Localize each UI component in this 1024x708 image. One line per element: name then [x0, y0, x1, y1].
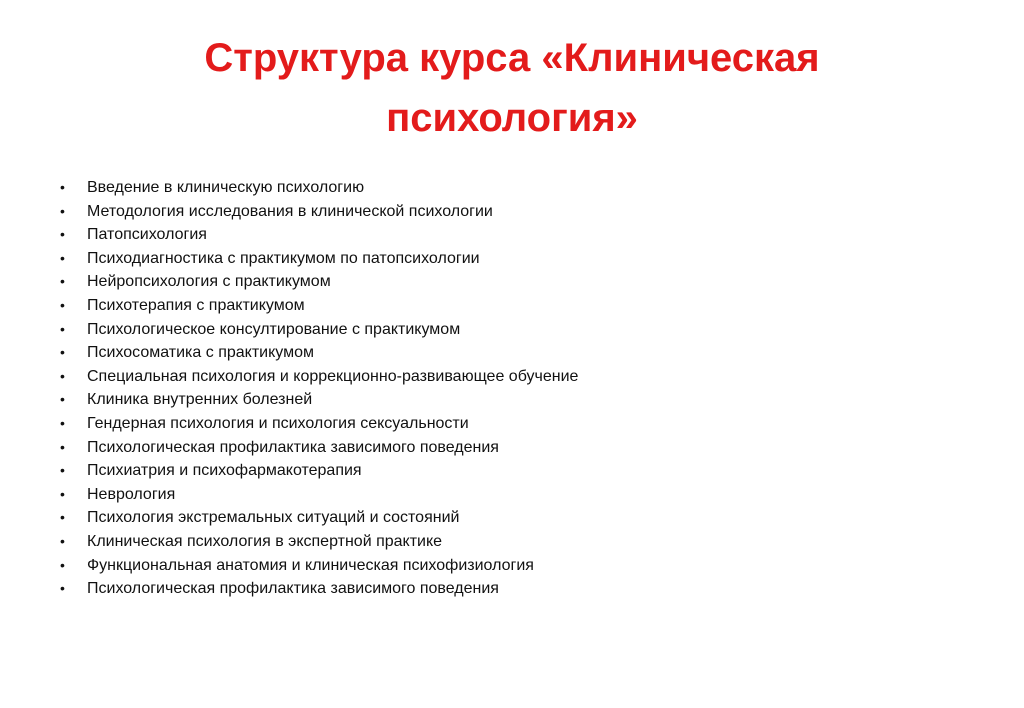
bullet-icon: •: [60, 509, 65, 526]
list-item-text: Функциональная анатомия и клиническая психофизиология: [87, 556, 534, 574]
bullet-icon: •: [60, 296, 65, 313]
bullet-icon: •: [60, 249, 65, 266]
list-item-text: Психиатрия и психофармакотерапия: [87, 462, 362, 480]
list-item: [60, 577, 578, 601]
list-item: [60, 176, 578, 200]
bullet-icon: •: [60, 438, 65, 455]
list-item-text: Клиника внутренних болезней: [87, 391, 313, 409]
bullet-icon: •: [60, 320, 65, 337]
list-item: [60, 247, 578, 271]
bullet-icon: •: [60, 532, 65, 549]
list-item-text: Психологическая профилактика зависимого поведения: [87, 580, 499, 598]
bullet-icon: •: [60, 414, 65, 431]
slide-title-line-2: психология»: [386, 96, 638, 140]
list-item-text: Гендерная психология и психология сексуальности: [87, 414, 469, 432]
list-item-text: Неврология: [87, 485, 176, 503]
course-topic-list: [60, 176, 578, 601]
bullet-icon: •: [60, 344, 65, 361]
bullet-icon: •: [60, 391, 65, 408]
list-item-text: Психологическая профилактика зависимого поведения: [87, 438, 499, 456]
list-item-text: Клиническая психология в экспертной практике: [87, 532, 443, 550]
list-item-text: Специальная психология и коррекционно-развивающее обучение: [87, 367, 579, 385]
list-item: [60, 530, 578, 554]
list-item: [60, 341, 578, 365]
list-item: [60, 459, 578, 483]
list-item: [60, 412, 578, 436]
list-item: [60, 436, 578, 460]
list-item-text: Психология экстремальных ситуаций и состояний: [87, 509, 460, 527]
list-item: [60, 365, 578, 389]
slide-title-line-1: Структура курса «Клиническая: [204, 36, 820, 80]
list-item-text: Нейропсихология с практикумом: [87, 273, 331, 291]
list-item: [60, 506, 578, 530]
bullet-icon: •: [60, 485, 65, 502]
bullet-icon: •: [60, 226, 65, 243]
list-item: [60, 200, 578, 224]
slide-title: [100, 28, 924, 148]
bullet-icon: •: [60, 580, 65, 597]
bullet-icon: •: [60, 556, 65, 573]
list-item: [60, 554, 578, 578]
list-item: [60, 483, 578, 507]
list-item-text: Введение в клиническую психологию: [87, 179, 365, 196]
list-item-text: Психотерапия с практикумом: [87, 296, 305, 314]
list-item-text: Психологическое консултирование с практикумом: [87, 320, 461, 338]
bullet-icon: •: [60, 179, 65, 195]
bullet-icon: •: [60, 367, 65, 384]
list-item-text: Патопсихология: [87, 226, 207, 244]
list-item: [60, 270, 578, 294]
bullet-icon: •: [60, 462, 65, 479]
list-item: [60, 388, 578, 412]
list-item-text: Психодиагностика с практикумом по патопсихологии: [87, 249, 480, 267]
list-item: [60, 318, 578, 342]
list-item-text: Методология исследования в клинической психологии: [87, 202, 493, 220]
list-item: [60, 223, 578, 247]
list-item: [60, 294, 578, 318]
list-item-text: Психосоматика с практикумом: [87, 344, 314, 362]
bullet-icon: •: [60, 202, 65, 219]
bullet-icon: •: [60, 273, 65, 290]
